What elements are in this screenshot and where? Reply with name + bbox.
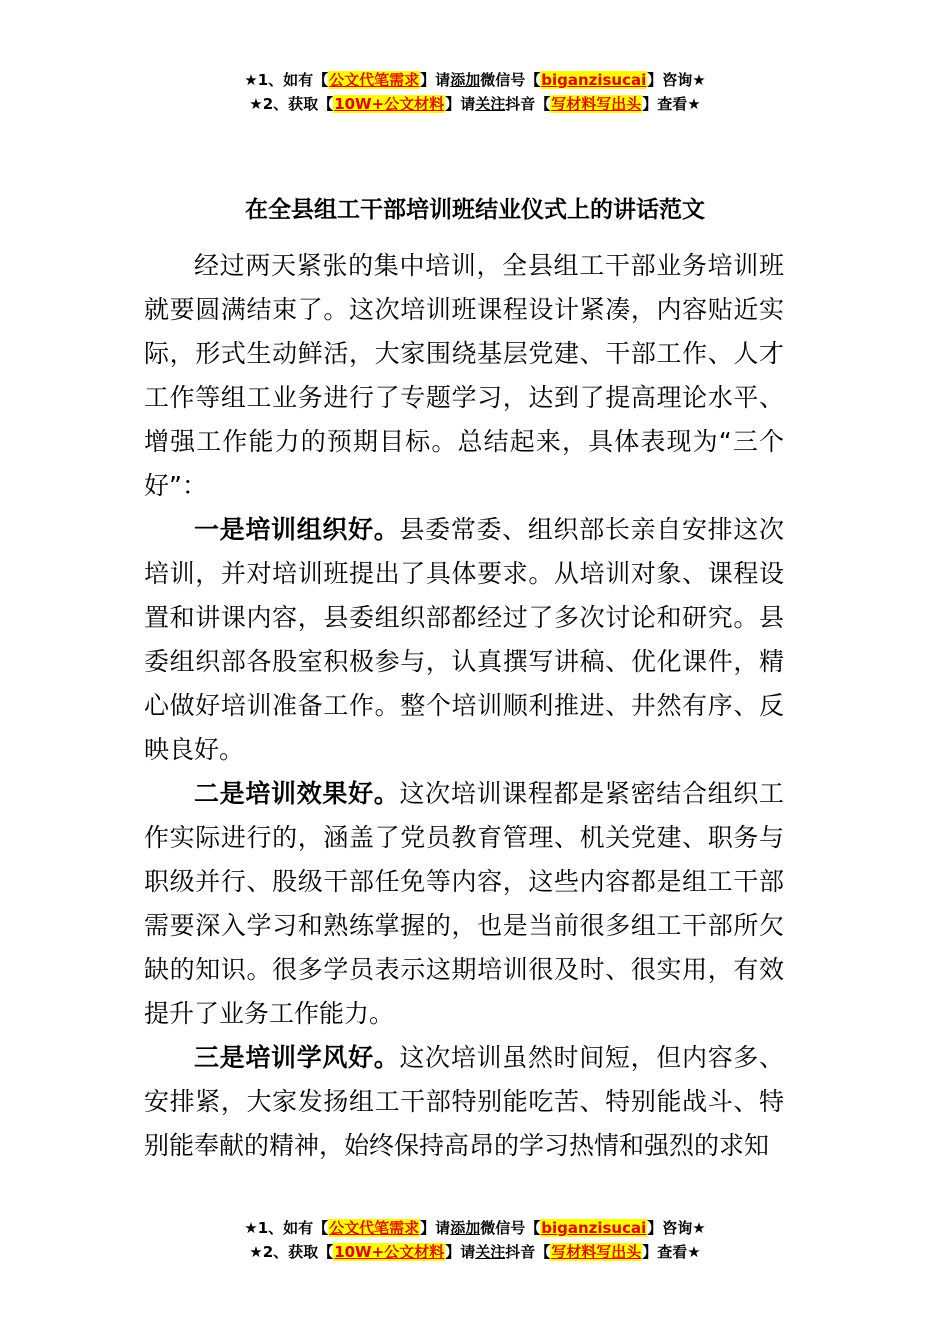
paragraph-intro [144,244,784,508]
notice-underlined-word: 关注 [475,1243,506,1261]
notice-text: 微信号【 [480,71,541,89]
paragraph-lead: 一是培训组织好。 [194,515,400,544]
notice-text: 】请 [445,95,476,113]
notice-text: 】查看★ [642,1243,701,1261]
paragraph-text: 经过两天紧张的集中培训，全县组工干部业务培训班就要圆满结束了。这次培训班课程设计紧凑，内容贴近实际，形式生动鲜活，大家围绕基层党建、干部工作、人才工作等组工业务进行了专题学习，达到了提高理论水平、增强工作能力的预期目标。总结起来，具体表现为“三个好”： [144,251,784,500]
notice-text: 】请 [420,1219,451,1237]
notice-line-1 [0,68,950,92]
footer-notice [0,1216,950,1264]
notice-text: 抖音【 [505,95,551,113]
header-notice [0,68,950,116]
notice-text: ★2、获取【 [249,95,334,113]
paragraph-lead: 三是培训学风好。 [194,1043,400,1072]
paragraph-text: 这次培训虽然时间短，但内容多、安排紧，大家发扬组工干部特别能吃苦、特别能战斗、特别能奉献的精神，始终保持高昂的学习热情和强烈的求知 [144,1043,784,1160]
notice-text: 微信号【 [480,1219,541,1237]
highlight-service: 公文代笔需求 [329,71,420,89]
highlight-service: 公文代笔需求 [329,1219,420,1237]
highlight-wechat-id: biganzisucai [541,71,647,89]
notice-text: ★2、获取【 [249,1243,334,1261]
highlight-materials: 10W+公文材料 [334,95,445,113]
notice-line-1 [0,1216,950,1240]
paragraph-point-1 [144,508,784,772]
notice-text: ★1、如有【 [244,71,329,89]
highlight-wechat-id: biganzisucai [541,1219,647,1237]
notice-underlined-word: 添加 [450,71,481,89]
notice-line-2 [0,1240,950,1264]
paragraph-lead: 二是培训效果好。 [194,779,400,808]
document-title: 在全县组工干部培训班结业仪式上的讲话范文 [245,197,705,223]
notice-text: 抖音【 [505,1243,551,1261]
document-body [144,244,784,1168]
notice-text: 】咨询★ [647,71,706,89]
notice-text: 】请 [420,71,451,89]
notice-text: 】咨询★ [647,1219,706,1237]
paragraph-point-3 [144,1036,784,1168]
paragraph-text: 这次培训课程都是紧密结合组织工作实际进行的，涵盖了党员教育管理、机关党建、职务与职级并行、股级干部任免等内容，这些内容都是组工干部需要深入学习和熟练掌握的，也是当前很多组工干部所欠缺的知识。很多学员表示这期培训很及时、很实用，有效提升了业务工作能力。 [144,779,784,1028]
notice-underlined-word: 添加 [450,1219,481,1237]
highlight-douyin-account: 写材料写出头 [551,95,642,113]
notice-text: ★1、如有【 [244,1219,329,1237]
notice-text: 】查看★ [642,95,701,113]
highlight-douyin-account: 写材料写出头 [551,1243,642,1261]
notice-line-2 [0,92,950,116]
notice-text: 】请 [445,1243,476,1261]
paragraph-point-2 [144,772,784,1036]
paragraph-text: 县委常委、组织部长亲自安排这次培训，并对培训班提出了具体要求。从培训对象、课程设置和讲课内容，县委组织部都经过了多次讨论和研究。县委组织部各股室积极参与，认真撰写讲稿、优化课件，精心做好培训准备工作。整个培训顺利推进、井然有序、反映良好。 [144,515,784,764]
highlight-materials: 10W+公文材料 [334,1243,445,1261]
notice-underlined-word: 关注 [475,95,506,113]
